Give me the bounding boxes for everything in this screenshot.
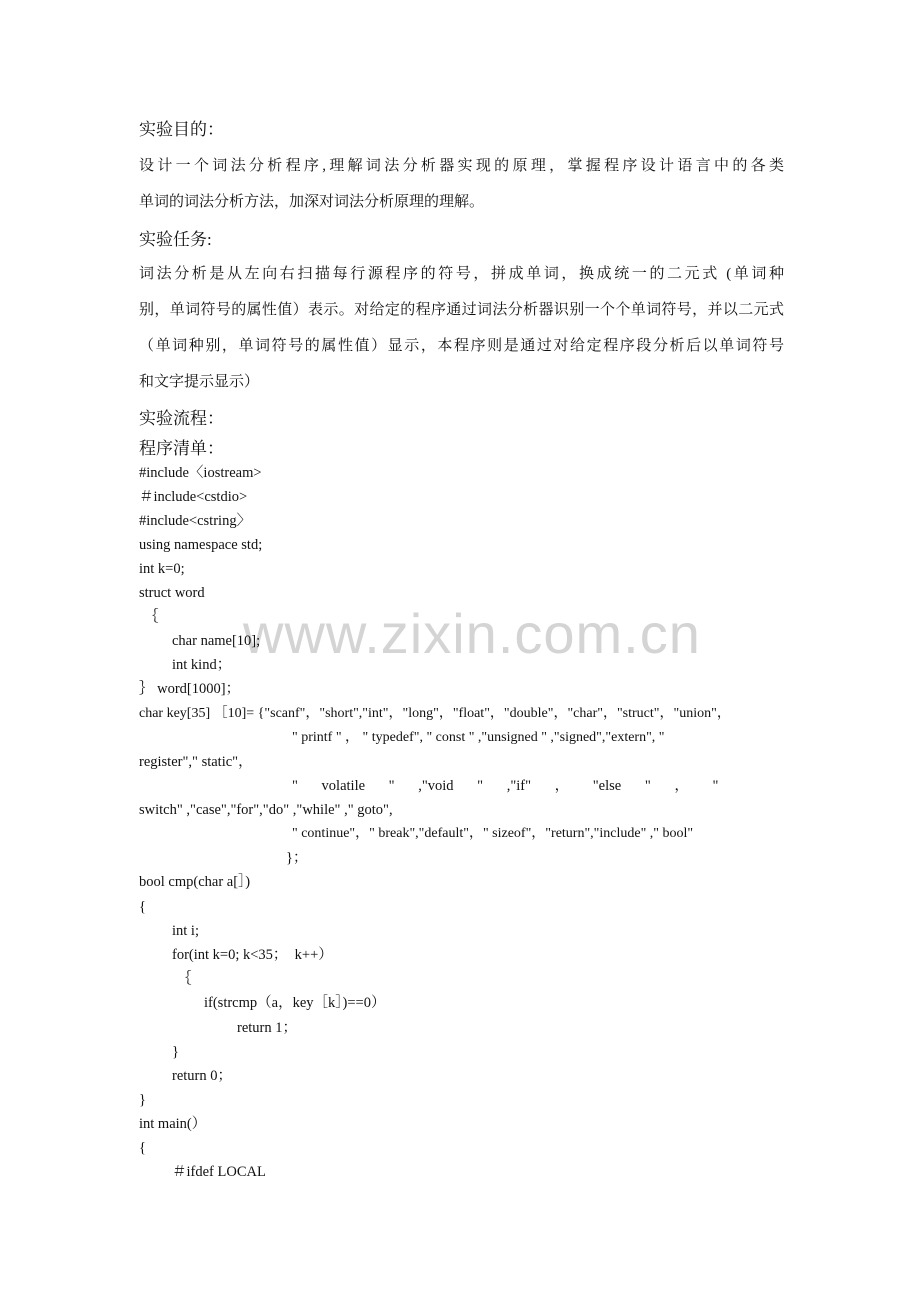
- code-line: }: [139, 1092, 146, 1108]
- code-line: ＃ifdef LOCAL: [172, 1164, 266, 1180]
- code-line: register"," static"，: [139, 754, 253, 770]
- watermark: www.zixin.com.cn: [243, 602, 701, 665]
- heading-task: 实验任务:: [139, 230, 212, 249]
- code-line: ｛: [144, 609, 159, 625]
- code-line: " continue"，" break","default"，" sizeof"，"return","include" ," bool": [292, 826, 694, 841]
- code-line: char name[10];: [172, 633, 261, 649]
- code-line: char key[35] ［10]= {"scanf"，"short","int"，"long"，"float"，"double"，"char"，"struct"，"union"，: [139, 706, 731, 721]
- code-line: int kind；: [172, 657, 232, 673]
- code-line: using namespace std;: [139, 537, 263, 553]
- code-line: int i;: [172, 923, 199, 939]
- code-line: {: [139, 1140, 146, 1156]
- code-line: if(strcmp（a，key［k］)==0）: [204, 995, 386, 1011]
- code-line: #include<cstring〉: [139, 513, 252, 529]
- heading-flow: 实验流程：: [139, 409, 224, 428]
- task-line-2: 别，单词符号的属性值）表示。对给定的程序通过词法分析器识别一个个单词符号，并以二元式: [139, 302, 784, 318]
- task-line-3: （单词种别，单词符号的属性值）显示，本程序则是通过对给定程序段分析后以单词符号: [139, 338, 784, 354]
- code-line: ＃include<cstdio>: [139, 489, 248, 505]
- code-line: switch" ,"case","for","do" ,"while" ," goto",: [139, 802, 393, 818]
- code-line: int main(）: [139, 1116, 207, 1132]
- heading-listing: 程序清单：: [139, 439, 224, 458]
- purpose-line-1: 设计一个词法分析程序,理解词法分析器实现的原理，掌握程序设计语言中的各类: [139, 158, 784, 174]
- purpose-line-2: 单词的词法分析方法，加深对词法分析原理的理解。: [139, 194, 485, 210]
- code-line: " printf " ， " typedef", " const " ,"unsigned " ,"signed","extern", ": [292, 730, 665, 745]
- code-line: #include〈iostream>: [139, 465, 262, 481]
- code-line: }；: [286, 850, 308, 866]
- code-line: return 1；: [237, 1020, 297, 1036]
- heading-purpose: 实验目的：: [139, 120, 224, 139]
- code-line: int k=0;: [139, 561, 185, 577]
- code-line: ｝ word[1000]；: [139, 681, 241, 697]
- code-line: }: [172, 1044, 179, 1060]
- code-line: return 0；: [172, 1068, 232, 1084]
- task-line-4: 和文字提示显示）: [139, 374, 260, 390]
- code-line: {: [139, 899, 146, 915]
- task-line-1: 词法分析是从左向右扫描每行源程序的符号，拼成单词，换成统一的二元式 (单词种: [139, 266, 784, 282]
- code-line: " volatile " ,"void " ,"if" ， "else " ， ": [292, 778, 719, 794]
- code-line: struct word: [139, 585, 205, 601]
- code-line: for(int k=0; k<35； k++）: [172, 947, 333, 963]
- code-line: ｛: [177, 971, 192, 987]
- code-line: bool cmp(char a[］): [139, 874, 251, 890]
